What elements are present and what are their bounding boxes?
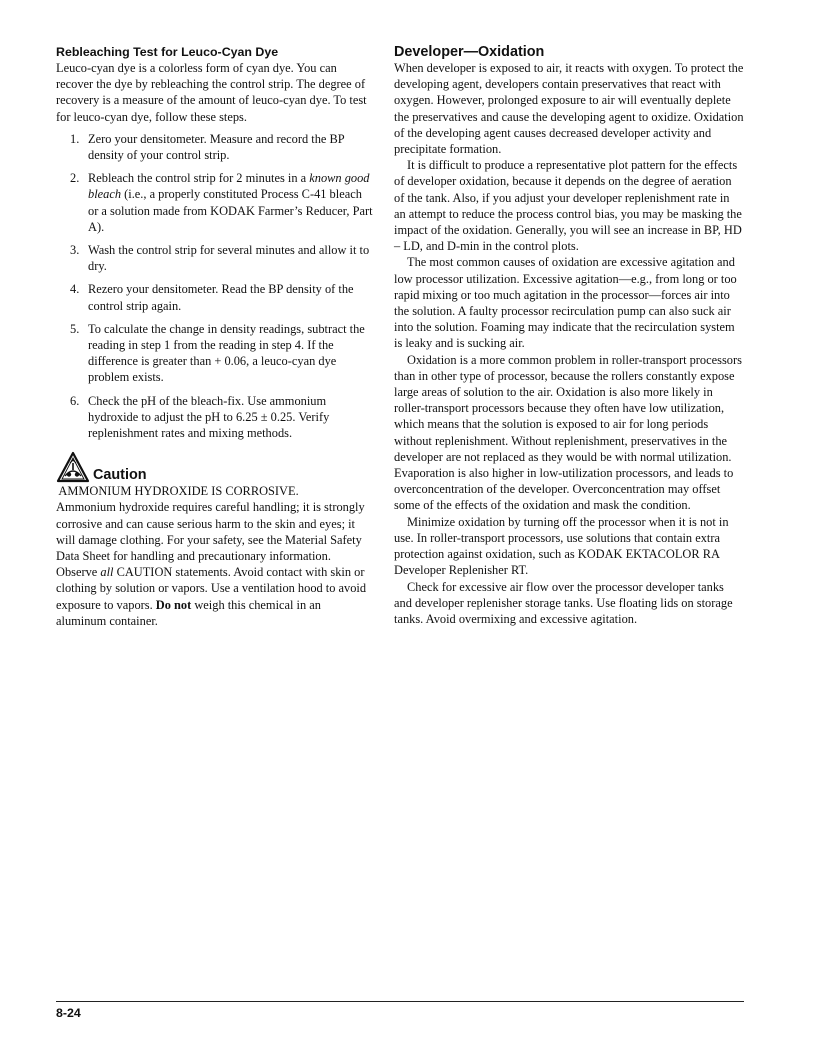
caution-body-emphasis: all [100,565,114,580]
body-paragraph: Check for excessive air flow over the processor developer tanks and developer replenisher storage tanks. Use floating lids on storage tanks. Avoid overmixing and excessive agitation. [394,579,733,626]
caution-header [56,451,374,483]
body-paragraph: When developer is exposed to air, it reacts with oxygen. To protect the developing agent, developers contain preservatives that react with oxygen. However, prolonged exposure to air will eventually deplete the preservatives and cause the developing agent to oxidize. Oxidation of the developing agent causes decreased developer activity and precipitate formation. [394,61,744,157]
step-number: 2. [70,171,80,186]
caution-title: Caution [93,467,147,484]
step-text: To calculate the change in density readings, subtract the reading in step 1 from the reading in step 4. If the difference is greater than + 0.06, a leuco-cyan dye problem exists. [88,321,365,385]
step-number: 5. [70,321,80,336]
body-paragraph: Oxidation is a more common problem in roller-transport processors than in other type of processor, because the rollers constantly expose large areas of solution to the air. Oxidation is also more likely in roller-transport processors because they often have low utilization, which means that the solution is exposed to air for long periods without replenishment. Without replenishment, preservatives in the developer are not replaced as they would be with normal utilization. Evaporation is also higher in low-utilization processors, and leads to overconcentration of the developer. Overconcentration may offset some of the effects of the oxidation and mask the condition. [394,352,742,513]
caution-caps-line: AMMONIUM HYDROXIDE IS CORROSIVE. [56,484,299,499]
list-item [56,170,374,235]
list-item [56,321,374,386]
caution-body-part: weigh this chemical in an aluminum container. [56,597,321,628]
caution-body-part: Ammonium hydroxide requires careful handling; it is strongly corrosive and can cause serious harm to the skin and eyes; it will damage clothing. For your safety, see the Material Safety Data Sheet for handling and precautionary information. Observe [56,500,365,580]
footer-divider [56,1001,744,1002]
body-paragraph: Minimize oxidation by turning off the processor when it is not in use. In roller-transport processors, use solutions that contain extra protection against oxidation, such as KODAK EKTACOLOR RA Developer Replenisher RT. [394,514,729,578]
caution-body-strong: Do not [155,597,192,612]
step-text: Wash the control strip for several minutes and allow it to dry. [88,243,370,274]
step-text: Zero your densitometer. Measure and record the BP density of your control strip. [88,131,345,163]
list-item [56,131,374,163]
left-column [56,44,374,629]
intro-paragraph: Leuco-cyan dye is a colorless form of cyan dye. You can recover the dye by rebleaching the control strip. The degree of recovery is a measure of the amount of leuco-cyan dye. To test for leuco-cyan dye, follow these steps. [56,61,367,124]
step-number: 4. [70,282,80,297]
step-text-post: (i.e., a properly constituted Process C-41 bleach or a solution made from KODAK Farmer’s Reducer, Part A). [88,187,373,234]
caution-body [56,499,374,629]
section-heading-leuco-cyan: Rebleaching Test for Leuco-Cyan Dye [56,45,279,59]
steps-list [56,131,374,441]
step-text: Check the pH of the bleach-fix. Use ammonium hydroxide to adjust the pH to 6.25 ± 0.25. Verify replenishment rates and mixing methods. [88,393,330,441]
section-heading-developer-oxidation: Developer—Oxidation [394,44,545,60]
step-text: Rezero your densitometer. Read the BP density of the control strip again. [88,282,354,313]
step-number: 1. [70,131,80,146]
step-number: 3. [70,243,80,258]
list-item [56,242,374,274]
body-paragraph: It is difficult to produce a representative plot pattern for the effects of developer oxidation, because it depends on the degree of aeration of the tank. Also, if you adjust your developer replenishment rate in an attempt to reduce the process control bias, you may be masking the impact of the oxidation. Generally, you will see an increase in BP, HD – LD, and D-min in the control plots. [394,158,742,254]
caution-body-part: CAUTION statements. Avoid contact with skin or clothing by solution or vapors. Use a ventilation hood to avoid exposure to vapors. [56,565,367,612]
list-item [56,281,374,313]
page-number: 8-24 [56,1006,81,1020]
step-number: 6. [70,393,80,408]
step-text-emphasis: known good bleach [88,171,370,202]
body-paragraph: The most common causes of oxidation are excessive agitation and low processor utilization. Excessive agitation—e.g., from long or too rapid mixing or too much agitation in the processor—forces air into the solution. A faulty processor recirculation pump can also suck air into the solution. Foaming may indicate that the recirculation system is leaky and is sucking air. [394,255,737,351]
right-column [394,44,744,627]
step-text-pre: Rebleach the control strip for 2 minutes in a [88,171,310,186]
caution-warning-icon [56,451,90,483]
list-item [56,393,374,442]
